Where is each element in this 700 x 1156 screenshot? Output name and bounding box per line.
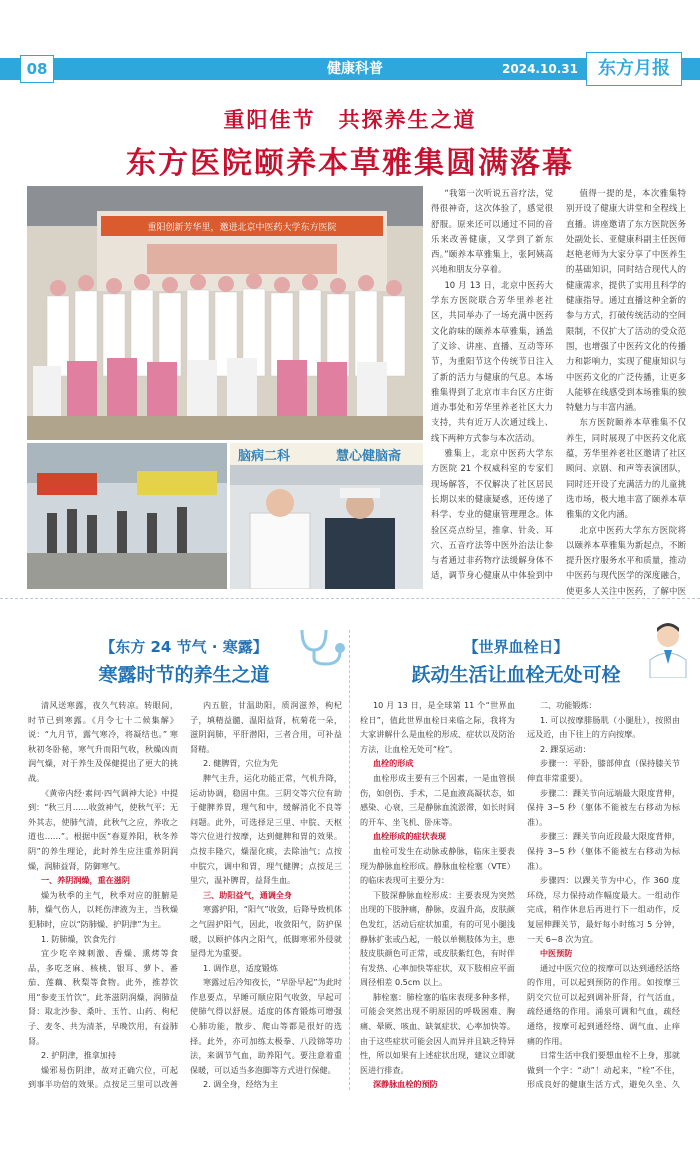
body-paragraph: 寒露过后冷知夜长，“早卧早起”为此时作息要点，早睡可顺应阳气收敛，早起可使肺气得以舒展。适度的体育锻炼可增强心肺功能，散步、爬山等都是很好的选择。此外，亦可加练太极拳、八段锦等功法，来调节气血，助养阳气。要注意着重保暖，可以适当多泡脚等方式进行保健。: [190, 977, 342, 1075]
section-title: 健康科普: [327, 61, 383, 77]
section-subheading: 血栓的形成: [372, 758, 414, 769]
page-number: 08: [20, 55, 54, 83]
thrombosis-day-label: 【世界血栓日】: [463, 638, 569, 656]
body-paragraph: 血栓可发生在动脉或静脉，临床主要表现为静脉血栓形成。静脉血栓栓塞（VTE）的临床表现可主要分为：: [360, 845, 515, 886]
group-photo-image: [27, 186, 423, 440]
body-paragraph: 10 月 13 日，是全球第 11 个“世界血栓日”，值此世界血栓日来临之际，我将为大家讲解什么是血栓的形成、症状以及防治方法，让血栓无处可“栓”。: [360, 700, 515, 754]
body-paragraph: 清风送寒露，夜久气转凉。转眼间，时节已到寒露。《月令七十二候集解》说：“九月节，露气寒冷，将凝结也。” 寒秋初冬卧秘，寒气升而阳气收，秋燥凶而润气燥，对于养生及保健提出了更大的挑战。: [28, 700, 178, 783]
section-subheading: 中医预防: [539, 948, 573, 959]
thrombosis-headline: 跃动生活让血栓无处可栓: [411, 664, 621, 686]
body-paragraph: 1. 调作息，适度锻炼: [202, 962, 278, 973]
body-paragraph: 寒露护阳，“阳气”收敛，后降导致机体之气固护阳气，因此，收敛阳气，防护保暖，以顾护体内之阳气，低脚寒邪外侵就显得尤为重要。: [190, 904, 342, 959]
body-paragraph: 步骤一：平卧，膝部伸直（保持膝关节伸直非常重要）。: [527, 758, 680, 783]
section-subheading: 三、助阳益气，通调全身: [202, 889, 292, 900]
article-column-2: [566, 186, 686, 598]
section-subheading: 一、养阴润燥，重在滋阴: [40, 875, 130, 886]
body-paragraph: 2. 调全身，经络为主: [202, 1079, 278, 1090]
body-paragraph: 2. 健脾胃，穴位为先: [202, 758, 278, 769]
photo-caption-strip: [230, 443, 423, 465]
body-paragraph: 内五脏，甘温助阳，质润滋养，枸杞子，填精益髓、温阳益肾，杭菊花一朵，滋阴润肺，平肝潜阳，三者合用，可补益肾精。: [190, 700, 342, 754]
article-column-1: [431, 186, 553, 586]
kicker-headline: 重阳佳节 共探养生之道: [223, 107, 477, 132]
article-paragraph: 值得一提的是，本次雅集特别开设了健康大讲堂和全程线上直播。讲座邀请了东方医院医务处副处长、亚健康科副主任医师赵艳老师为大家分享了中医养生的基础知识，同时结合现代人的健康需求，提供了实用且科学的健康指导。通过直播这种全新的参与方式，打破传统活动的空间限制，不仅扩大了活动的受众范围，也增强了中医药文化的传播力和影响力，实现了健康知识与中医药文化的广泛传播，让更多人能够在线感受到本场雅集的独特魅力与丰富内涵。: [566, 188, 686, 413]
banner-text: 重阳创新芳华里，邀进北京中医药大学东方医院: [147, 223, 337, 233]
section-divider: [0, 598, 700, 599]
body-paragraph: 宜少吃辛辣刺激、香燥、熏烤等食品，多吃芝麻、核桃、银耳、萝卜、番茄、莲藕、秋梨等食物。此外，推荐饮用“参麦玉竹饮”，此茶滋阴润燥，润肺益肾：取北沙参、桑叶、玉竹、山药、枸杞子、麦冬、共为清茶，早晚饮用，有益肺肾。: [28, 948, 178, 1046]
body-paragraph: 1. 可以按摩腓肠肌（小腿肚），按照由远及近，由下往上的方向按摩。: [527, 714, 680, 740]
solar-term-column-2: [190, 698, 342, 1093]
stethoscope-icon: [296, 624, 352, 668]
body-paragraph: 2. 护阴津，推拿加持: [40, 1050, 116, 1061]
body-paragraph: 脾气主升，运化功能正常，气机升降，运动协调，稳固中焦。三阴交等穴位有助于健脾养胃，理气和中，缓解消化不良等问题。此外，可选择足三里、中脘、天枢等穴位进行按摩，达到健脾和胃的效果。点按丰隆穴，燥湿化痰，去除油气；点按中脘穴，调中和胃，理气健脾；点按足三里穴，温补脾胃，益肾生血。: [190, 772, 342, 886]
body-paragraph: 2. 踝泵运动：: [539, 743, 591, 754]
photo-caption-left: 脑病二科: [238, 449, 291, 464]
solar-term-label: 【东方 24 节气 · 寒露】: [100, 638, 268, 656]
body-paragraph: 燥为秋季的主气，秋季对应的脏腑是肺，燥气伤人，以耗伤津液为主，当秋燥犯肺时，应以“防肺燥、护阴津”为主。: [28, 889, 178, 929]
body-paragraph: 步骤三：踝关节向近段最大限度背伸，保持 3~5 秒（躯体不能被左右移动为标准）。: [527, 831, 680, 871]
body-paragraph: [190, 1092, 342, 1093]
body-paragraph: 通过中医穴位的按摩可以达到通经活络的作用，可以起到预防的作用。如按摩三阴交穴位可以起到调补肝肾，行气活血，疏经通络的作用。涌泉可调和气血，疏经通络，按摩可起到通经络、调气血、止痒痛的作用。: [527, 962, 680, 1046]
body-paragraph: 《黄帝内经·素问·四气调神大论》中提到：“秋三月……收敛神气，使秋气平；无外其志，使肺气清，此秋气之应，养收之道也……”。根据中医“春夏养阳，秋冬养阴”的养生理论，此时养生应注重养阴润燥，润肺益肾，防御寒气。: [28, 787, 178, 871]
thrombosis-column-2: [527, 698, 680, 1093]
body-paragraph: 二、功能锻炼：: [539, 700, 597, 710]
thrombosis-column-1: [360, 698, 515, 1093]
masthead-logo: 东方月报: [586, 52, 682, 86]
issue-date: 2024.10.31: [502, 62, 578, 76]
body-paragraph: 1. 防肺燥，饮食先行: [40, 933, 116, 944]
column-divider: [349, 630, 350, 1090]
body-paragraph: 步骤二：踝关节向远端最大限度背伸，保持 3~5 秒（躯体不能被左右移动为标准）。: [527, 787, 680, 827]
solar-term-headline: 寒露时节的养生之道: [98, 664, 270, 686]
solar-term-title: 东方 24 节气 · 寒露: [115, 638, 253, 656]
thrombosis-day-title: 世界血栓日: [478, 638, 554, 656]
doctor-icon: [644, 620, 692, 678]
section-subheading: 深静脉血栓的预防: [372, 1079, 438, 1090]
article-paragraph: 雅集上，北京中医药大学东方医院 21 个权威科室的专家们现场解答，不仅解决了社区居民长期以来的健康疑惑，还传递了科学、专业的健康管理理念。体验区亮点纷呈，推拿、针灸、耳穴、五音疗法等中医外治法让参与者通过非药物疗法缓解身体不适，调节身心健康从中体验到中: [431, 448, 553, 581]
solar-term-column-1: [28, 698, 178, 1093]
body-paragraph: 步骤四：以踝关节为中心，作 360 度环绕，尽力保持动作幅度最大。一组动作完成，稍作休息后再进行下一组动作，反复屈伸踝关节，最好每小时练习 5 分钟，一天 6~8 次为宜。: [527, 875, 680, 944]
body-paragraph: 血栓形成主要有三个因素，一是血管损伤，如创伤、手术，二是血液高凝状态，如感染、心衰，三是静脉血流淤滞，如长时间的开车、坐飞机、卧床等。: [360, 772, 515, 827]
page-header: [0, 52, 700, 86]
main-headline: 东方医院颐养本草雅集圆满落幕: [126, 146, 574, 181]
article-paragraph: “我第一次听说五音疗法，觉得很神奇，这次体验了，感觉很舒服。原来还可以通过不同的音乐来改善健康，又学到了新东西。”颐养本草雅集上，张阿姨高兴地和朋友分享着。: [431, 188, 553, 275]
body-paragraph: 燥邪易伤阴津，故对正确穴位，可起到事半功倍的效果。点按足三里可以改善: [28, 1064, 178, 1090]
article-paragraph: 北京中医药大学东方医院将以颐养本草雅集为新起点，不断提升医疗服务水平和质量，推动中医药与现代医学的深度融合，使更多人关注中医药，了解中医: [566, 524, 686, 596]
article-paragraph: 东方医院颐养本草雅集不仅养生，同时展现了中医药文化底蕴，芳华里养老社区邀请了社区顾问、京剧、和声等表演团队，同时还开设了充满活力的儿童挑选市场，极大地丰富了颐养本草雅集的文化内涵。: [566, 417, 686, 520]
activity-photo: [27, 443, 227, 589]
group-photo: [27, 186, 423, 440]
body-paragraph: 下肢深静脉血栓形成：主要表现为突然出现的下肢肿痛，静脉，皮温升高，皮肤颜色发红，活动后症状加重，有的可见小腿浅静脉扩张或凸起，一般以单侧肢体为主，患肢皮肤颜色可正常，或皮肤紫红色，有时伴有发热、心率加快等症状，双下肢相应平面周径相差 0.5cm 以上。: [360, 889, 515, 988]
article-paragraph: 10 月 13 日，北京中医药大学东方医院联合芳华里养老社区，共同举办了一场充满中医药文化韵味的颐养本草雅集，涵盖了义诊、讲座、直播、互动等环节，为重阳节这个传统节日注入了新的活力与健康的气息。本场雅集得到了北京市丰台区方庄街道办事处和芳华里养老社区大力支持，共有近万人次通过线上、线下两种方式参与本次活动。: [431, 279, 553, 443]
body-paragraph: [360, 1092, 515, 1093]
body-paragraph: 日常生活中我们要想血栓不上身，那就做到一个字：“动”！动起来，“栓”不住，形成良好的健康生活方式，避免久坐、久: [527, 1050, 680, 1090]
section-subheading: 血栓形成的症状表现: [372, 831, 446, 842]
body-paragraph: 肺栓塞：肺栓塞的临床表现多种多样，可能会突然出现不明原因的呼吸困难、胸痛、晕厥、咳血、缺氧症状、心率加快等。由于这些症状可能会因人而异并且缺乏特异性，所以如果有上述症状出现，建议立即就医进行排查。: [360, 991, 515, 1075]
photo-caption-right: 慧心健脑斋: [336, 449, 402, 464]
